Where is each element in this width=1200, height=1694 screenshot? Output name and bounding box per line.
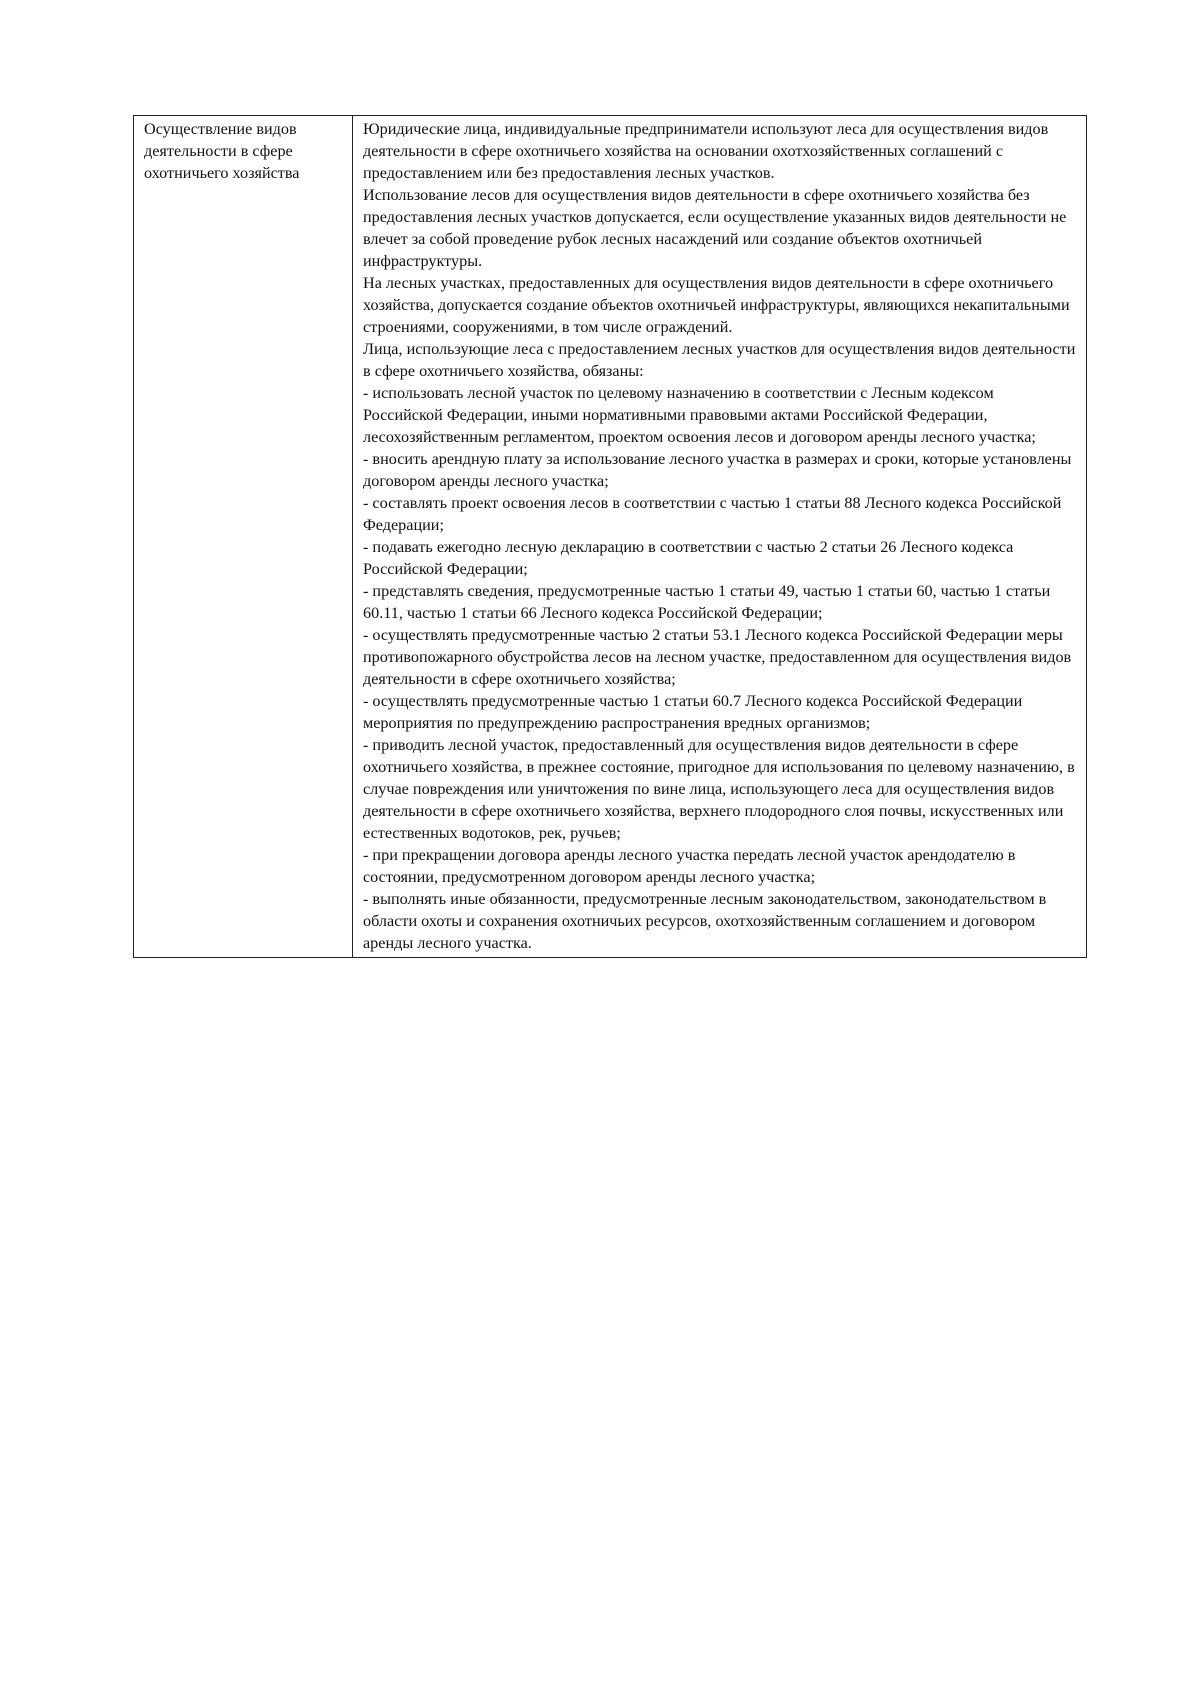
obligation-item: - при прекращении договора аренды лесного участка передать лесной участок арендодателю в состоянии, предусмотренном договором аренды лесного участка; xyxy=(363,846,1016,886)
obligation-item: - представлять сведения, предусмотренные частью 1 статьи 49, частью 1 статьи 60, частью 1 статьи 60.11, частью 1 статьи 66 Лесного кодекса Российской Федерации; xyxy=(363,582,1051,622)
activity-cell xyxy=(134,116,353,958)
obligation-item: - использовать лесной участок по целевому назначению в соответствии с Лесным кодексом Российской Федерации, иными нормативными правовыми актами Российской Федерации, лесохозяйственным регламентом, проектом освоения лесов и договором аренды лесного участка; xyxy=(363,384,1036,446)
paragraph: Юридические лица, индивидуальные предприниматели используют леса для осуществления видов деятельности в сфере охотничьего хозяйства на основании охотхозяйственных соглашений с предоставлением или без предоставления лесных участков. xyxy=(363,120,1049,182)
paragraph: На лесных участках, предоставленных для осуществления видов деятельности в сфере охотничьего хозяйства, допускается создание объектов охотничьей инфраструктуры, являющихся некапитальными строениями, сооружениями, в том числе ограждений. xyxy=(363,274,1070,336)
description-cell xyxy=(353,116,1087,958)
obligation-item: - подавать ежегодно лесную декларацию в соответствии с частью 2 статьи 26 Лесного кодекса Российской Федерации; xyxy=(363,538,1014,578)
obligation-item: - осуществлять предусмотренные частью 2 статьи 53.1 Лесного кодекса Российской Федерации меры противопожарного обустройства лесов на лесном участке, предоставленном для осуществления видов деятельности в сфере охотничьего хозяйства; xyxy=(363,626,1072,688)
obligation-item: - приводить лесной участок, предоставленный для осуществления видов деятельности в сфере охотничьего хозяйства, в прежнее состояние, пригодное для использования по целевому назначению, в случае повреждения или уничтожения по вине лица, использующего леса для осуществления видов деятельности в сфере охотничьего хозяйства, верхнего плодородного слоя почвы, искусственных или естественных водотоков, рек, ручьев; xyxy=(363,736,1075,842)
obligation-item: - выполнять иные обязанности, предусмотренные лесным законодательством, законодательством в области охоты и сохранения охотничьих ресурсов, охотхозяйственным соглашением и договором аренды лесного участка. xyxy=(363,890,1047,952)
obligation-item: - осуществлять предусмотренные частью 1 статьи 60.7 Лесного кодекса Российской Федерации мероприятия по предупреждению распространения вредных организмов; xyxy=(363,692,1023,732)
obligation-item: - составлять проект освоения лесов в соответствии с частью 1 статьи 88 Лесного кодекса Российской Федерации; xyxy=(363,494,1062,534)
paragraph: Лица, использующие леса с предоставлением лесных участков для осуществления видов деятельности в сфере охотничьего хозяйства, обязаны: xyxy=(363,340,1076,380)
table-row xyxy=(134,116,1087,958)
paragraph: Использование лесов для осуществления видов деятельности в сфере охотничьего хозяйства без предоставления лесных участков допускается, если осуществление указанных видов деятельности не влечет за собой проведение рубок лесных насаждений или создание объектов охотничьей инфраструктуры. xyxy=(363,186,1067,270)
regulation-table xyxy=(133,115,1087,958)
obligation-item: - вносить арендную плату за использование лесного участка в размерах и сроки, которые установлены договором аренды лесного участка; xyxy=(363,450,1072,490)
activity-label: Осуществление видов деятельности в сфере охотничьего хозяйства xyxy=(144,120,300,182)
